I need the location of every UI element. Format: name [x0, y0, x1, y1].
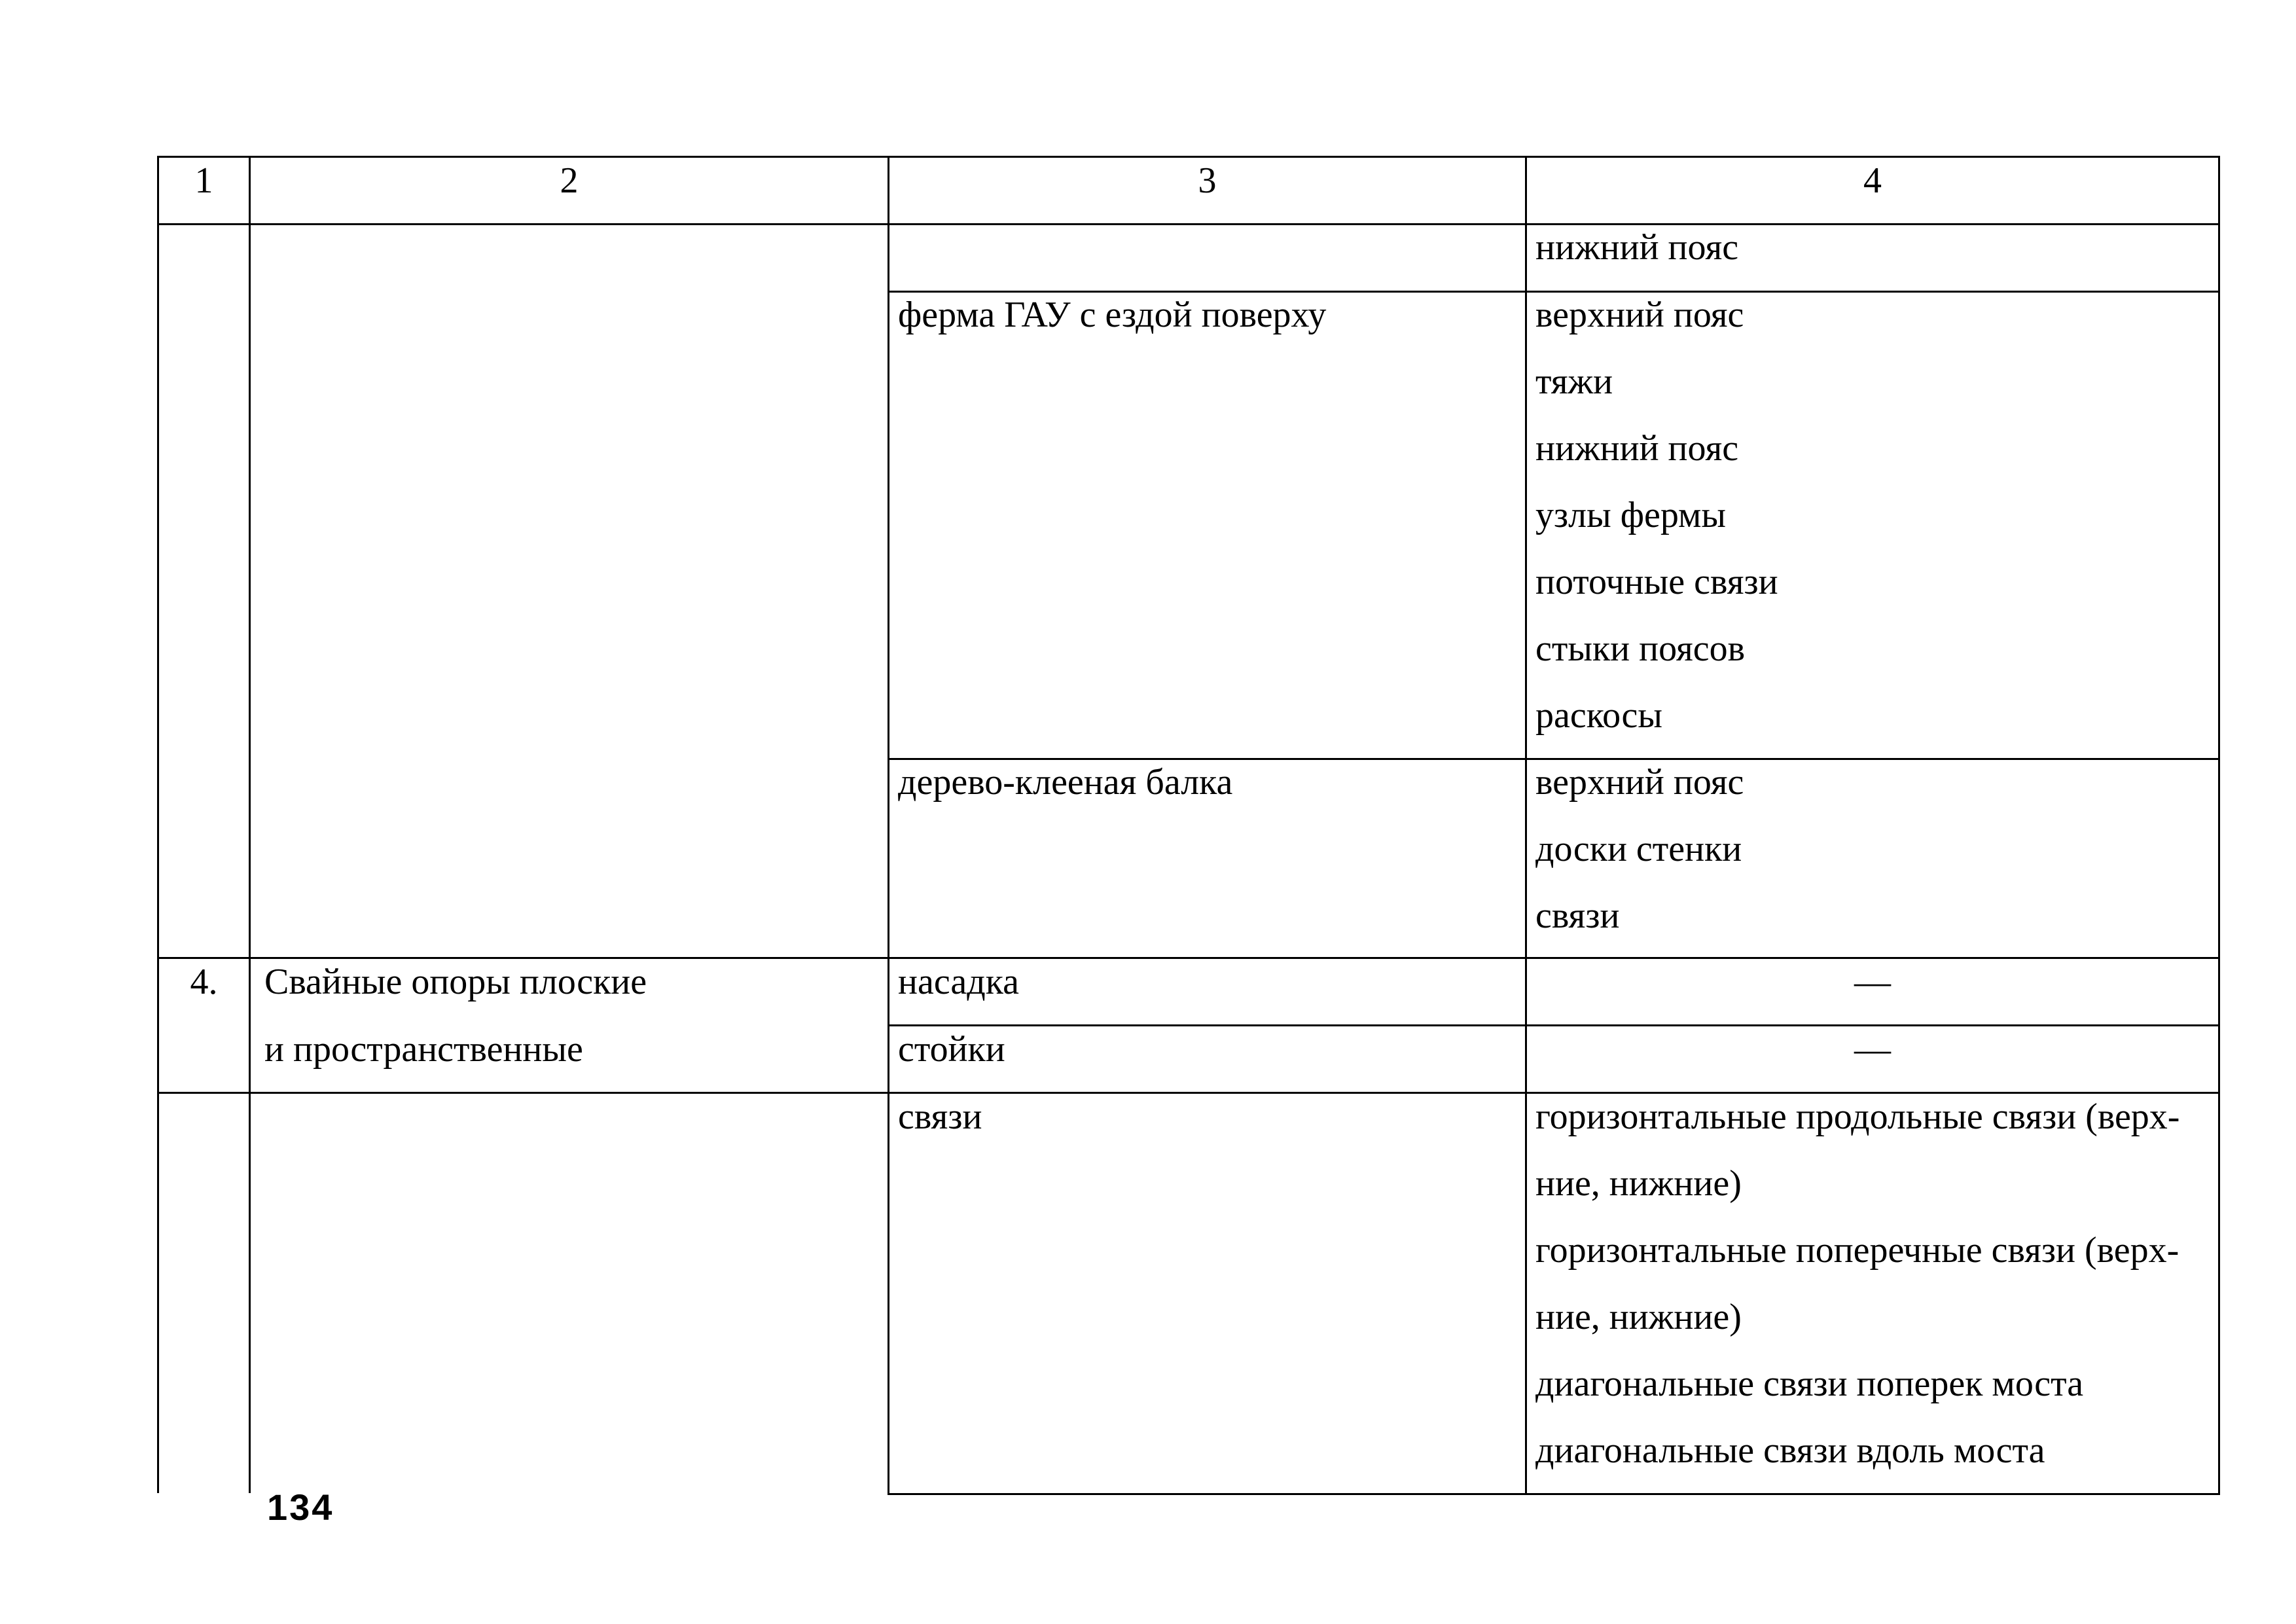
- cell-col4-item: поточные связи: [1535, 562, 1778, 602]
- cell-col4-item: тяжи: [1535, 361, 1613, 402]
- column-divider-1-2: [249, 156, 251, 1493]
- cell-col4-dash: —: [1854, 962, 1891, 1002]
- table-bottom-border: [888, 1493, 2220, 1495]
- table-left-border: [157, 156, 159, 1493]
- cell-col4-item: верхний пояс: [1535, 295, 1744, 335]
- cell-col4-item: нижний пояс: [1535, 227, 1739, 268]
- header-cell-1: 1: [194, 160, 213, 201]
- cell-col4-item: ние, нижние): [1535, 1163, 1742, 1204]
- cell-col1-number: 4.: [190, 962, 218, 1002]
- cell-col4-item: раскосы: [1535, 695, 1662, 736]
- cell-col4-item: диагональные связи вдоль моста: [1535, 1430, 2045, 1471]
- table-right-border: [2218, 156, 2220, 1495]
- cell-col4-item: доски стенки: [1535, 829, 1742, 869]
- cell-col4-item: горизонтальные поперечные связи (верх-: [1535, 1230, 2179, 1271]
- cell-col2-line: и пространственные: [264, 1029, 583, 1070]
- cell-col4-item: узлы фермы: [1535, 495, 1727, 535]
- cell-col4-item: горизонтальные продольные связи (верх-: [1535, 1096, 2180, 1137]
- header-cell-2: 2: [560, 160, 579, 201]
- cell-col4-item: ние, нижние): [1535, 1297, 1742, 1337]
- cell-col2-line: Свайные опоры плоские: [264, 962, 647, 1002]
- cell-col4-item: диагональные связи поперек моста: [1535, 1363, 2084, 1404]
- cell-col3: стойки: [898, 1029, 1005, 1070]
- cell-col4-item: верхний пояс: [1535, 762, 1744, 803]
- column-divider-2-3: [888, 156, 889, 1495]
- cell-col3: ферма ГАУ с ездой поверху: [898, 295, 1327, 335]
- cell-col3: дерево-клееная балка: [898, 762, 1233, 803]
- cell-col3: связи: [898, 1096, 982, 1137]
- page-number: 134: [267, 1487, 334, 1528]
- cell-col4-dash: —: [1854, 1029, 1891, 1070]
- cell-col4-item: нижний пояс: [1535, 428, 1739, 469]
- header-bottom-border: [157, 223, 2220, 225]
- cell-col4-item: связи: [1535, 895, 1620, 936]
- header-cell-3: 3: [1198, 160, 1217, 201]
- cell-col4-item: стыки поясов: [1535, 628, 1746, 669]
- cell-col3: насадка: [898, 962, 1019, 1002]
- column-divider-3-4: [1525, 156, 1527, 1495]
- header-cell-4: 4: [1863, 160, 1882, 201]
